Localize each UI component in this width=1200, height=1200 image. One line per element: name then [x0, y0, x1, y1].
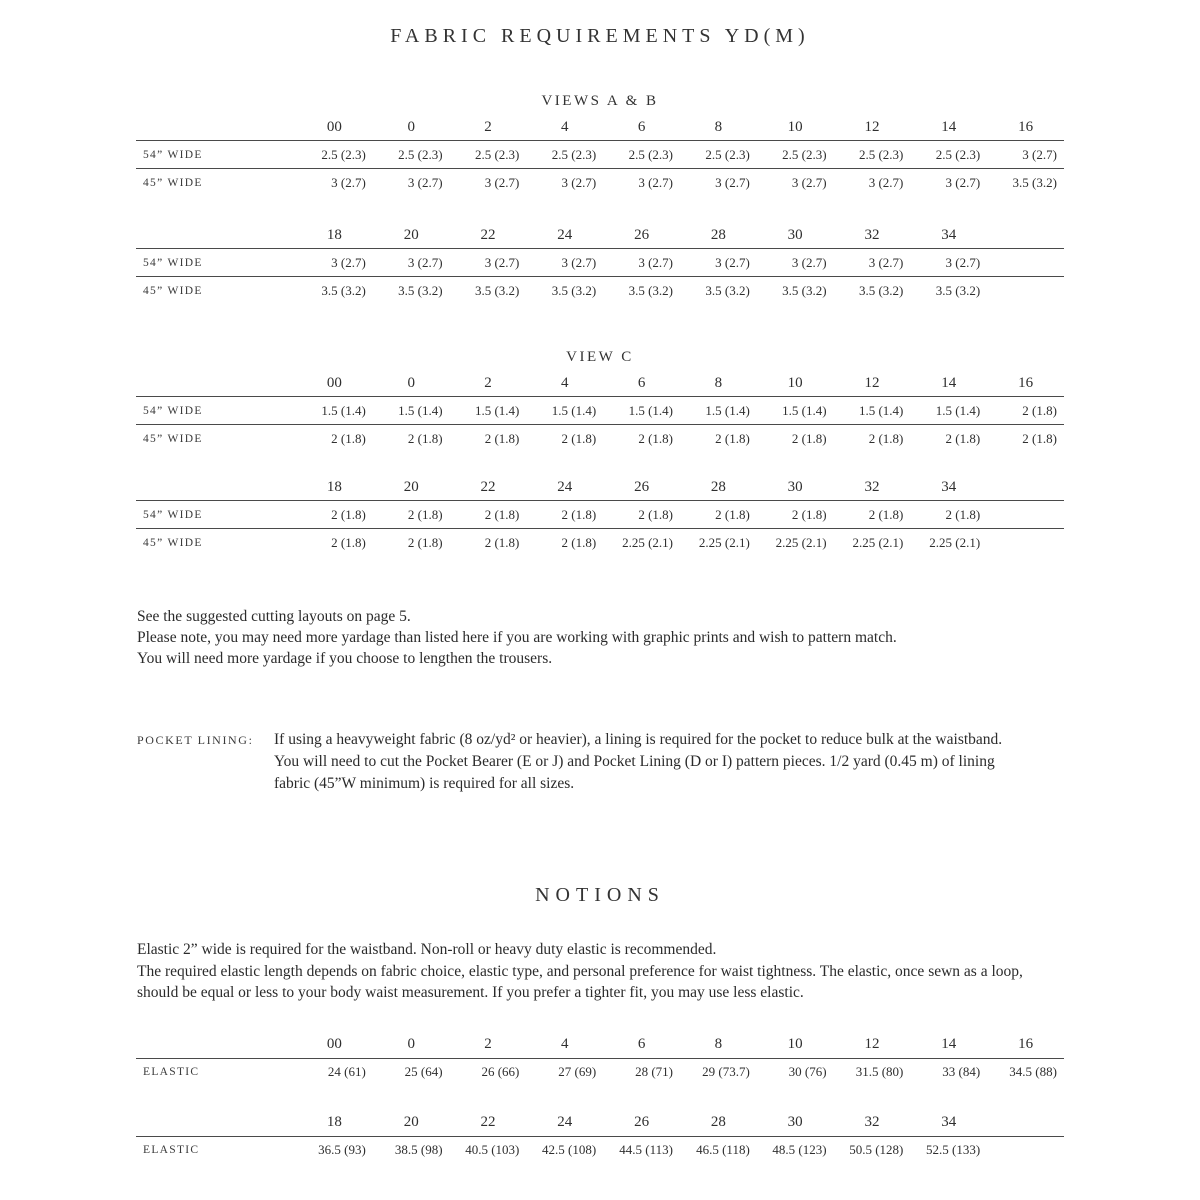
size-cell: 16 — [1018, 118, 1034, 135]
size-cell: 24 — [557, 226, 573, 243]
value-cell: 3.5 (3.2) — [551, 282, 597, 298]
size-cell: 32 — [864, 226, 880, 243]
size-cell: 20 — [403, 1114, 419, 1130]
size-cell: 12 — [864, 374, 880, 391]
value-cell: 3 (2.7) — [791, 174, 827, 190]
value-cell: 2 (1.8) — [561, 534, 597, 550]
size-header-row — [136, 1032, 1064, 1058]
size-cell: 32 — [864, 478, 880, 495]
value-cell: 50.5 (128) — [849, 1142, 904, 1157]
value-cell: 2 (1.8) — [331, 506, 366, 522]
size-cell: 00 — [326, 1036, 342, 1052]
table-data-row — [136, 501, 1064, 528]
row-label: 45” WIDE — [143, 176, 203, 189]
value-cell: 3.5 (3.2) — [628, 282, 673, 298]
value-cell: 2.5 (2.3) — [935, 146, 981, 162]
value-cell: 1.5 (1.4) — [474, 402, 520, 418]
value-cell: 2 (1.8) — [868, 506, 904, 522]
value-cell: 2.25 (2.1) — [698, 534, 750, 550]
row-label: 45” WIDE — [143, 284, 203, 297]
value-cell: 3 (2.7) — [715, 254, 750, 270]
table-data-row — [136, 1059, 1064, 1086]
value-cell: 3 (2.7) — [868, 254, 904, 270]
table-data-row — [136, 425, 1064, 452]
note-line: See the suggested cutting layouts on page 5. — [137, 608, 411, 625]
size-cell: 18 — [326, 226, 342, 243]
value-cell: 2.5 (2.3) — [628, 146, 673, 162]
view-c-heading: VIEW C — [566, 349, 634, 365]
notions-paragraph: Elastic 2” wide is required for the waistband. Non-roll or heavy duty elastic is recommended. — [137, 941, 717, 958]
table-data-row — [136, 249, 1064, 276]
row-label: 45” WIDE — [143, 432, 203, 445]
value-cell: 2 (1.8) — [945, 506, 981, 522]
notions-heading: NOTIONS — [535, 884, 665, 906]
size-cell: 10 — [787, 118, 803, 135]
size-cell: 30 — [787, 478, 803, 495]
row-label: ELASTIC — [143, 1144, 200, 1156]
value-cell: 2.5 (2.3) — [782, 146, 827, 162]
value-cell: 2 (1.8) — [791, 506, 827, 522]
size-cell: 22 — [480, 1114, 496, 1130]
size-cell: 34 — [941, 1114, 957, 1130]
value-cell: 3 (2.7) — [945, 254, 981, 270]
size-cell: 12 — [864, 1036, 880, 1052]
value-cell: 1.5 (1.4) — [782, 402, 827, 418]
size-cell: 18 — [326, 1114, 342, 1130]
value-cell: 25 (64) — [404, 1064, 443, 1079]
pocket-lining-text: If using a heavyweight fabric (8 oz/yd² or heavier), a lining is required for the pocket to reduce bulk at the waistband. You will need to cut the Pocket Bearer (E or J) and Pocket Lining (D or I) pattern pieces. 1/2 yard (0.45 m) of lining fabric (45”W minimum) is required for all sizes. — [274, 731, 1003, 792]
size-cell: 20 — [403, 478, 419, 495]
value-cell: 2 (1.8) — [484, 430, 520, 446]
value-cell: 3 (2.7) — [945, 174, 981, 190]
pocket-lining-label: POCKET LINING: — [137, 733, 254, 747]
value-cell: 48.5 (123) — [772, 1142, 827, 1157]
size-cell: 22 — [480, 226, 496, 243]
size-cell: 00 — [326, 374, 342, 391]
size-cell: 18 — [326, 478, 342, 495]
value-cell: 1.5 (1.4) — [705, 402, 750, 418]
value-cell: 3 (2.7) — [407, 254, 443, 270]
value-cell: 2.5 (2.3) — [705, 146, 750, 162]
note-line: You will need more yardage if you choose to lengthen the trousers. — [137, 650, 553, 667]
value-cell: 40.5 (103) — [465, 1142, 520, 1157]
size-cell: 8 — [714, 374, 723, 391]
value-cell: 3 (2.7) — [561, 174, 597, 190]
value-cell: 2.25 (2.1) — [929, 534, 981, 550]
value-cell: 3 (2.7) — [484, 174, 520, 190]
size-cell: 28 — [710, 1114, 726, 1130]
size-cell: 6 — [637, 118, 646, 135]
row-label: ELASTIC — [143, 1066, 200, 1078]
pocket-lining-section — [137, 729, 1017, 795]
size-cell: 8 — [714, 1036, 723, 1052]
elastic-table-sizes-18-34 — [136, 1110, 1064, 1164]
value-cell: 2.25 (2.1) — [775, 534, 827, 550]
value-cell: 2 (1.8) — [1022, 402, 1057, 418]
size-cell: 34 — [941, 478, 957, 495]
value-cell: 3 (2.7) — [791, 254, 827, 270]
size-cell: 16 — [1018, 374, 1034, 391]
value-cell: 2.25 (2.1) — [622, 534, 673, 550]
value-cell: 3 (2.7) — [638, 254, 673, 270]
value-cell: 36.5 (93) — [318, 1142, 366, 1157]
size-cell: 10 — [787, 374, 803, 391]
value-cell: 1.5 (1.4) — [858, 402, 904, 418]
value-cell: 2 (1.8) — [331, 430, 366, 446]
value-cell: 2 (1.8) — [484, 506, 520, 522]
value-cell: 2 (1.8) — [407, 430, 443, 446]
notions-body-text — [137, 939, 1047, 1004]
size-cell: 00 — [326, 118, 342, 135]
row-label: 54” WIDE — [143, 256, 203, 269]
size-cell: 0 — [407, 374, 415, 391]
value-cell: 3.5 (3.2) — [935, 282, 981, 298]
value-cell: 2 (1.8) — [407, 534, 443, 550]
size-header-row — [136, 370, 1064, 396]
value-cell: 3 (2.7) — [407, 174, 443, 190]
table-data-row — [136, 397, 1064, 424]
size-cell: 20 — [403, 226, 419, 243]
view-c-table-sizes-18-34 — [136, 474, 1064, 556]
size-cell: 10 — [787, 1036, 803, 1052]
size-header-row — [136, 474, 1064, 500]
cutting-layout-notes — [137, 606, 1097, 669]
size-cell: 16 — [1018, 1036, 1034, 1052]
value-cell: 2 (1.8) — [945, 430, 981, 446]
size-header-row — [136, 1110, 1064, 1136]
size-header-row — [136, 114, 1064, 140]
size-cell: 26 — [634, 1114, 650, 1130]
elastic-table-sizes-00-16 — [136, 1032, 1064, 1086]
value-cell: 3.5 (3.2) — [1012, 174, 1057, 190]
value-cell: 1.5 (1.4) — [935, 402, 981, 418]
size-cell: 6 — [637, 1036, 646, 1052]
value-cell: 34.5 (88) — [1009, 1064, 1057, 1079]
page-title: FABRIC REQUIREMENTS YD(M) — [390, 25, 810, 47]
value-cell: 3 (2.7) — [1022, 146, 1057, 162]
value-cell: 3.5 (3.2) — [705, 282, 750, 298]
row-label: 45” WIDE — [143, 536, 203, 549]
value-cell: 2 (1.8) — [561, 506, 597, 522]
size-cell: 0 — [407, 1036, 415, 1052]
table-data-row — [136, 277, 1064, 304]
size-cell: 0 — [407, 118, 415, 135]
size-cell: 4 — [561, 1036, 569, 1052]
value-cell: 2 (1.8) — [561, 430, 597, 446]
value-cell: 3.5 (3.2) — [398, 282, 443, 298]
size-cell: 32 — [864, 1114, 880, 1130]
size-cell: 26 — [634, 478, 650, 495]
size-cell: 14 — [941, 118, 957, 135]
value-cell: 38.5 (98) — [394, 1142, 443, 1157]
value-cell: 2 (1.8) — [407, 506, 443, 522]
view-c-table-sizes-00-16 — [136, 370, 1064, 452]
value-cell: 2 (1.8) — [638, 430, 673, 446]
value-cell: 3 (2.7) — [331, 254, 366, 270]
value-cell: 2 (1.8) — [791, 430, 827, 446]
size-cell: 30 — [787, 226, 803, 243]
value-cell: 2.5 (2.3) — [858, 146, 904, 162]
views-ab-heading: VIEWS A & B — [541, 93, 659, 109]
value-cell: 27 (69) — [558, 1064, 597, 1079]
value-cell: 31.5 (80) — [855, 1064, 904, 1079]
size-cell: 14 — [941, 1036, 957, 1052]
size-cell: 24 — [557, 478, 573, 495]
size-cell: 28 — [710, 226, 726, 243]
value-cell: 3 (2.7) — [484, 254, 520, 270]
value-cell: 3 (2.7) — [561, 254, 597, 270]
value-cell: 2.5 (2.3) — [321, 146, 366, 162]
size-cell: 8 — [714, 118, 723, 135]
value-cell: 3 (2.7) — [638, 174, 673, 190]
value-cell: 3 (2.7) — [715, 174, 750, 190]
value-cell: 2.5 (2.3) — [551, 146, 597, 162]
value-cell: 3.5 (3.2) — [321, 282, 366, 298]
value-cell: 2 (1.8) — [715, 430, 750, 446]
value-cell: 42.5 (108) — [542, 1142, 597, 1157]
size-cell: 28 — [710, 478, 726, 495]
table-data-row — [136, 169, 1064, 196]
size-cell: 4 — [561, 374, 569, 391]
size-cell: 22 — [480, 478, 496, 495]
size-cell: 24 — [557, 1114, 573, 1130]
value-cell: 2 (1.8) — [1022, 430, 1057, 446]
value-cell: 33 (84) — [942, 1064, 981, 1079]
size-cell: 2 — [484, 374, 492, 391]
value-cell: 2.5 (2.3) — [474, 146, 520, 162]
table-data-row — [136, 529, 1064, 556]
size-cell: 6 — [637, 374, 646, 391]
value-cell: 2 (1.8) — [484, 534, 520, 550]
size-header-row — [136, 222, 1064, 248]
size-cell: 2 — [484, 118, 492, 135]
value-cell: 26 (66) — [481, 1064, 520, 1079]
value-cell: 30 (76) — [788, 1064, 827, 1079]
value-cell: 29 (73.7) — [702, 1064, 750, 1079]
value-cell: 2 (1.8) — [638, 506, 673, 522]
value-cell: 28 (71) — [635, 1064, 673, 1079]
size-cell: 34 — [941, 226, 957, 243]
table-data-row — [136, 141, 1064, 168]
row-label: 54” WIDE — [143, 404, 203, 417]
value-cell: 2.5 (2.3) — [398, 146, 443, 162]
value-cell: 2 (1.8) — [715, 506, 750, 522]
value-cell: 44.5 (113) — [619, 1142, 673, 1157]
value-cell: 2.25 (2.1) — [852, 534, 904, 550]
value-cell: 1.5 (1.4) — [628, 402, 673, 418]
size-cell: 12 — [864, 118, 880, 135]
note-line: Please note, you may need more yardage than listed here if you are working with graphic prints and wish to pattern match. — [137, 629, 897, 646]
value-cell: 3 (2.7) — [331, 174, 366, 190]
notions-paragraph: The required elastic length depends on fabric choice, elastic type, and personal preference for waist tightness. The elastic, once sewn as a loop, should be equal or less to your body waist measurement. If you prefer a tighter fit, you may use less elastic. — [137, 962, 1023, 1001]
size-cell: 4 — [561, 118, 569, 135]
size-cell: 30 — [787, 1114, 803, 1130]
value-cell: 1.5 (1.4) — [551, 402, 597, 418]
views-ab-table-sizes-00-16 — [136, 114, 1064, 196]
views-ab-table-sizes-18-34 — [136, 222, 1064, 304]
value-cell: 2 (1.8) — [868, 430, 904, 446]
value-cell: 3.5 (3.2) — [474, 282, 520, 298]
value-cell: 3 (2.7) — [868, 174, 904, 190]
value-cell: 3.5 (3.2) — [782, 282, 827, 298]
value-cell: 1.5 (1.4) — [398, 402, 443, 418]
size-cell: 2 — [484, 1036, 492, 1052]
value-cell: 24 (61) — [327, 1064, 366, 1079]
row-label: 54” WIDE — [143, 148, 203, 161]
value-cell: 46.5 (118) — [696, 1142, 750, 1157]
value-cell: 2 (1.8) — [331, 534, 366, 550]
table-data-row — [136, 1137, 1064, 1164]
value-cell: 1.5 (1.4) — [321, 402, 366, 418]
value-cell: 52.5 (133) — [926, 1142, 981, 1157]
size-cell: 26 — [634, 226, 650, 243]
size-cell: 14 — [941, 374, 957, 391]
value-cell: 3.5 (3.2) — [858, 282, 904, 298]
row-label: 54” WIDE — [143, 508, 203, 521]
